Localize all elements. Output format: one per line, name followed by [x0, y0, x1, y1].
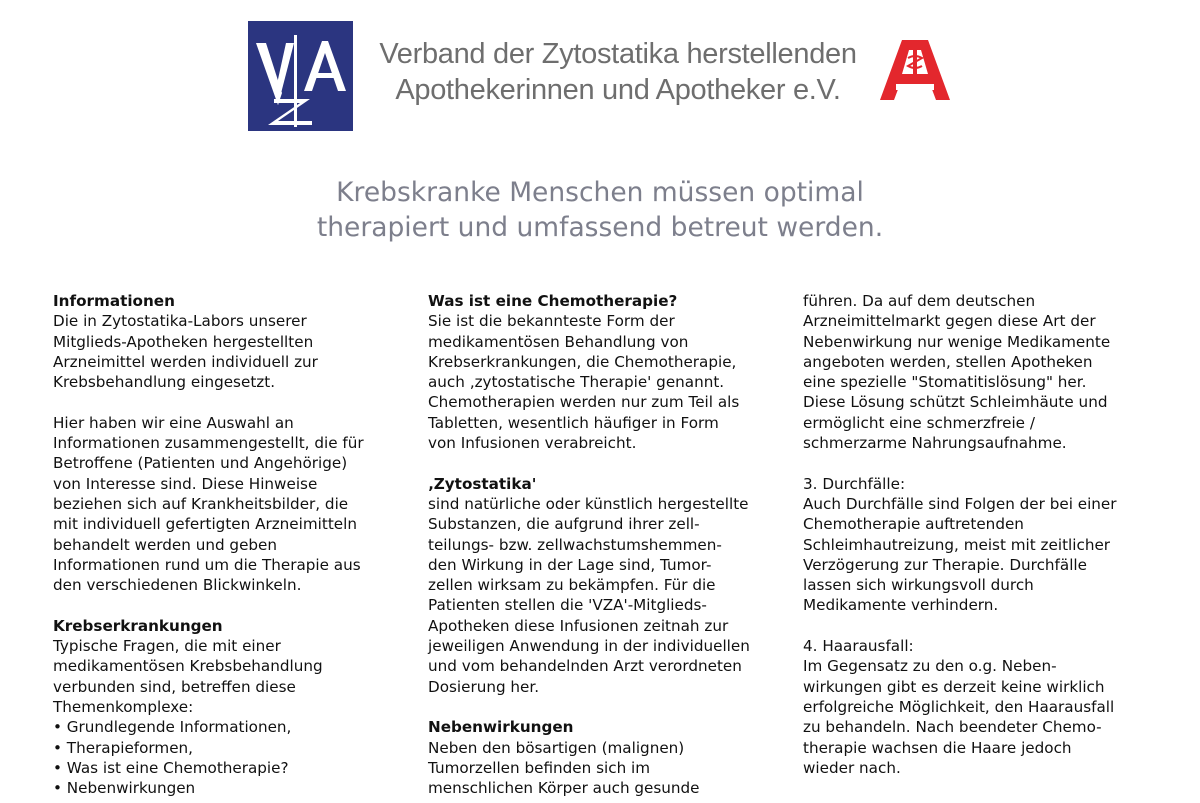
- text-line: Krebserkrankungen, die Chemotherapie,: [428, 352, 737, 371]
- text-line: Verzögerung zur Therapie. Durchfälle: [803, 555, 1087, 574]
- text-line: Themenkomplexe:: [53, 697, 194, 716]
- section-title-informationen: Informationen: [53, 292, 175, 310]
- column-informationen: [53, 291, 403, 798]
- apotheke-logo-icon: [878, 36, 952, 110]
- column-nebenwirkungen-fortsetzung: [803, 291, 1153, 778]
- text-line: Sie ist die bekannteste Form der: [428, 312, 675, 331]
- section-title-zytostatika: ‚Zytostatika': [428, 474, 537, 493]
- text-line: Arzneimittelmarkt gegen diese Art der: [803, 312, 1096, 331]
- list-item-nebenwirkungen[interactable]: • Nebenwirkungen: [53, 779, 196, 798]
- text-line: von Interesse sind. Diese Hinweise: [53, 474, 318, 493]
- text-line: Typische Fragen, die mit einer: [53, 637, 281, 656]
- text-line: zellen wirksam zu bekämpfen. Für die: [428, 576, 716, 595]
- text-line: zu behandeln. Nach beendeter Chemo-: [803, 718, 1102, 737]
- text-line: therapie wachsen die Haare jedoch: [803, 738, 1072, 757]
- text-line: angeboten werden, stellen Apotheken: [803, 352, 1093, 371]
- text-line: Tumorzellen befinden sich im: [428, 758, 651, 777]
- column-chemotherapie: [428, 291, 778, 798]
- text-line: mit individuell gefertigten Arzneimitteln: [53, 515, 357, 534]
- section-title-krebserkrankungen: Krebserkrankungen: [53, 616, 223, 635]
- text-line: und vom behandelnden Arzt verordneten: [428, 657, 742, 676]
- text-line: den Wirkung in der Lage sind, Tumor-: [428, 555, 712, 574]
- text-line: eine spezielle "Stomatitislösung" her.: [803, 373, 1087, 392]
- text-line: teilungs- bzw. zellwachstumshemmen-: [428, 535, 722, 554]
- text-line: Informationen rund um die Therapie aus: [53, 555, 361, 574]
- text-line: Die in Zytostatika-Labors unserer: [53, 312, 307, 331]
- text-line: Medikamente verhindern.: [803, 596, 999, 615]
- text-line: Dosierung her.: [428, 677, 540, 696]
- text-line: wirkungen gibt es derzeit keine wirklich: [803, 677, 1105, 696]
- text-line: wieder nach.: [803, 758, 901, 777]
- list-item-chemotherapie[interactable]: • Was ist eine Chemotherapie?: [53, 758, 289, 777]
- text-line: jeweiligen Anwendung in der individuellen: [428, 637, 750, 656]
- text-line: Informationen zusammengestellt, die für: [53, 434, 364, 453]
- text-line: Substanzen, die aufgrund ihrer zell-: [428, 515, 700, 534]
- text-line: Apotheken diese Infusionen zeitnah zur: [428, 616, 729, 635]
- org-name-line2: Apothekerinnen und Apotheker e.V.: [395, 74, 841, 106]
- organization-name: [368, 36, 868, 108]
- text-line: Betroffene (Patienten und Angehörige): [53, 454, 348, 473]
- text-line: Diese Lösung schützt Schleimhäute und: [803, 393, 1108, 412]
- list-item-therapieformen[interactable]: • Therapieformen,: [53, 738, 193, 757]
- headline: [250, 175, 950, 245]
- text-line: Mitglieds-Apotheken hergestellten: [53, 332, 314, 351]
- list-item-grundlegende-informationen[interactable]: • Grundlegende Informationen,: [53, 718, 292, 737]
- text-line: Patienten stellen die 'VZA'-Mitglieds-: [428, 596, 707, 615]
- paragraph-gap: [53, 595, 403, 615]
- paragraph-gap: [428, 453, 778, 473]
- section-title-nebenwirkungen: Nebenwirkungen: [428, 718, 574, 737]
- headline-line2: therapiert und umfassend betreut werden.: [316, 212, 884, 243]
- text-line: medikamentösen Krebsbehandlung: [53, 657, 323, 676]
- text-line: Tabletten, wesentlich häufiger in Form: [428, 413, 719, 432]
- headline-line1: Krebskranke Menschen müssen optimal: [336, 177, 864, 208]
- text-line: Auch Durchfälle sind Folgen der bei einer: [803, 494, 1117, 513]
- text-line: Nebenwirkung nur wenige Medikamente: [803, 332, 1111, 351]
- text-line: schmerzarme Nahrungsaufnahme.: [803, 434, 1067, 453]
- text-line: Hier haben wir eine Auswahl an: [53, 413, 294, 432]
- text-line: den verschiedenen Blickwinkeln.: [53, 576, 302, 595]
- org-name-line1: Verband der Zytostatika herstellenden: [379, 38, 857, 70]
- vza-logo-mark: [248, 21, 353, 131]
- text-line: lassen sich wirkungsvoll durch: [803, 576, 1034, 595]
- text-line: Arzneimittel werden individuell zur: [53, 352, 318, 371]
- text-line: Chemotherapie auftretenden: [803, 515, 1024, 534]
- text-line: führen. Da auf dem deutschen: [803, 292, 1036, 310]
- text-line: von Infusionen verabreicht.: [428, 434, 637, 453]
- paragraph-gap: [53, 392, 403, 412]
- text-line: sind natürliche oder künstlich hergestellte: [428, 494, 749, 513]
- text-line: Schleimhautreizung, meist mit zeitlicher: [803, 535, 1111, 554]
- text-line: Chemotherapien werden nur zum Teil als: [428, 393, 740, 412]
- paragraph-gap: [428, 697, 778, 717]
- text-line: Neben den bösartigen (malignen): [428, 738, 685, 757]
- text-line: behandelt werden und geben: [53, 535, 278, 554]
- paragraph-gap: [803, 453, 1153, 473]
- text-line: beziehen sich auf Krankheitsbilder, die: [53, 494, 349, 513]
- text-line: menschlichen Körper auch gesunde: [428, 779, 700, 798]
- text-line: Krebsbehandlung eingesetzt.: [53, 373, 276, 392]
- section-title-durchfaelle: 3. Durchfälle:: [803, 474, 906, 493]
- section-title-chemotherapie: Was ist eine Chemotherapie?: [428, 292, 678, 310]
- section-title-haarausfall: 4. Haarausfall:: [803, 637, 914, 656]
- text-line: Im Gegensatz zu den o.g. Neben-: [803, 657, 1057, 676]
- text-line: ermöglicht eine schmerzfreie /: [803, 413, 1035, 432]
- text-line: medikamentösen Behandlung von: [428, 332, 689, 351]
- text-line: verbunden sind, betreffen diese: [53, 677, 296, 696]
- text-line: erfolgreiche Möglichkeit, den Haarausfall: [803, 697, 1115, 716]
- text-line: auch ‚zytostatische Therapie' genannt.: [428, 373, 725, 392]
- paragraph-gap: [803, 616, 1153, 636]
- vza-logo[interactable]: [248, 21, 353, 131]
